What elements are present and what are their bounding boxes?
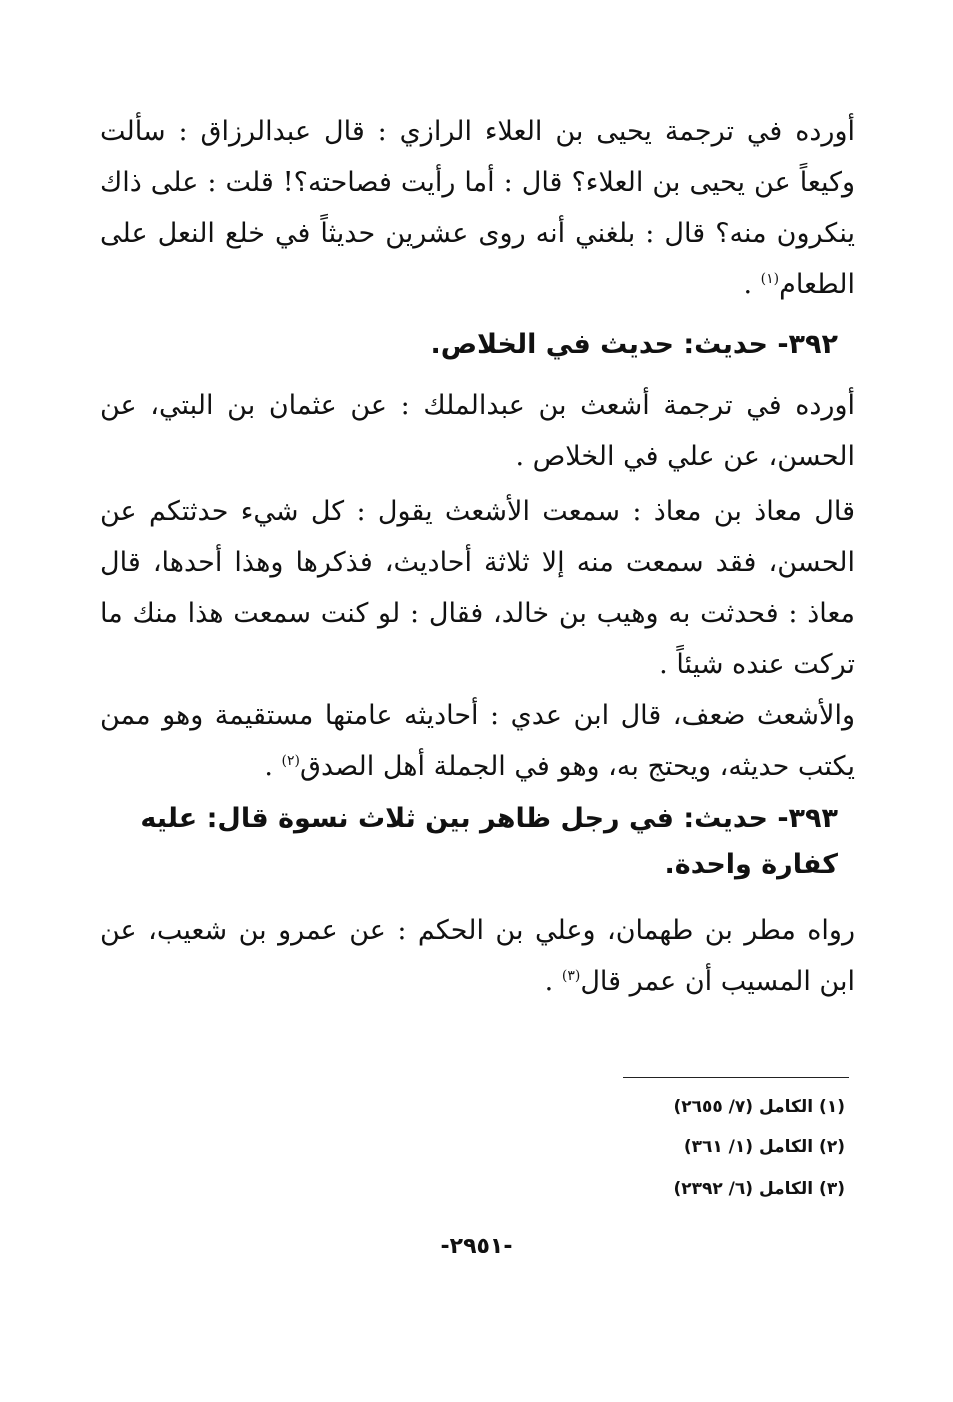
hadith-heading-393: ٣٩٣- حديث: في رجل ظاهر بين ثلاث نسوة قال: عليه كفارة واحدة. — [140, 803, 838, 880]
paragraph-ibn-adi — [100, 690, 855, 792]
paragraph-text: رواه مطر بن طهمان، وعلي بن الحكم : عن عمرو بن شعيب، عن ابن المسيب أن عمر قال — [100, 915, 855, 997]
footnote-2: (٢) الكامل (١/ ٣٦١) — [683, 1137, 845, 1157]
page-number: -٢٩٥١- — [440, 1234, 513, 1259]
paragraph-end: . — [743, 269, 761, 300]
footnote-ref-1[interactable]: (١) — [760, 271, 780, 287]
footnote-1: (١) الكامل (٧/ ٢٦٥٥) — [673, 1097, 845, 1117]
paragraph-end: . — [544, 966, 562, 997]
footnote-3: (٣) الكامل (٦/ ٢٣٩٢) — [673, 1179, 845, 1199]
paragraph-end: . — [264, 751, 282, 782]
paragraph-yahya-ibn-alalaa — [100, 106, 855, 310]
footnote-divider — [623, 1077, 849, 1078]
paragraph-matar — [100, 905, 855, 1007]
footnote-ref-2[interactable]: (٢) — [281, 753, 300, 769]
paragraph-text: والأشعث ضعف، قال ابن عدي : أحاديثه عامتها مستقيمة وهو ممن يكتب حديثه، ويحتج به، وهو في الجملة أهل الصدق — [100, 700, 855, 782]
paragraph-ashath: أورده في ترجمة أشعث بن عبدالملك : عن عثمان بن البتي، عن الحسن، عن علي في الخلاص . — [100, 390, 855, 472]
paragraph-muadh: قال معاذ بن معاذ : سمعت الأشعث يقول : كل شيء حدثتكم عن الحسن، فقد سمعت منه إلا ثلاثة أحاديث، فذكرها وهذا أحدها، قال معاذ : فحدثت به وهيب بن خالد، فقال : لو كنت سمعت هذا منك ما تركت عنده شيئاً . — [100, 496, 855, 680]
hadith-heading-392: ٣٩٢- حديث: حديث في الخلاص. — [430, 329, 838, 360]
paragraph-text: أورده في ترجمة يحيى بن العلاء الرازي : قال عبدالرزاق : سألت وكيعاً عن يحيى بن العلاء؟ قال : أما رأيت فصاحته؟! قلت : على ذاك ينكرون منه؟ قال : بلغني أنه روى عشرين حديثاً في خلع النعل على الطعام — [100, 116, 855, 300]
footnote-ref-3[interactable]: (٣) — [561, 968, 581, 984]
